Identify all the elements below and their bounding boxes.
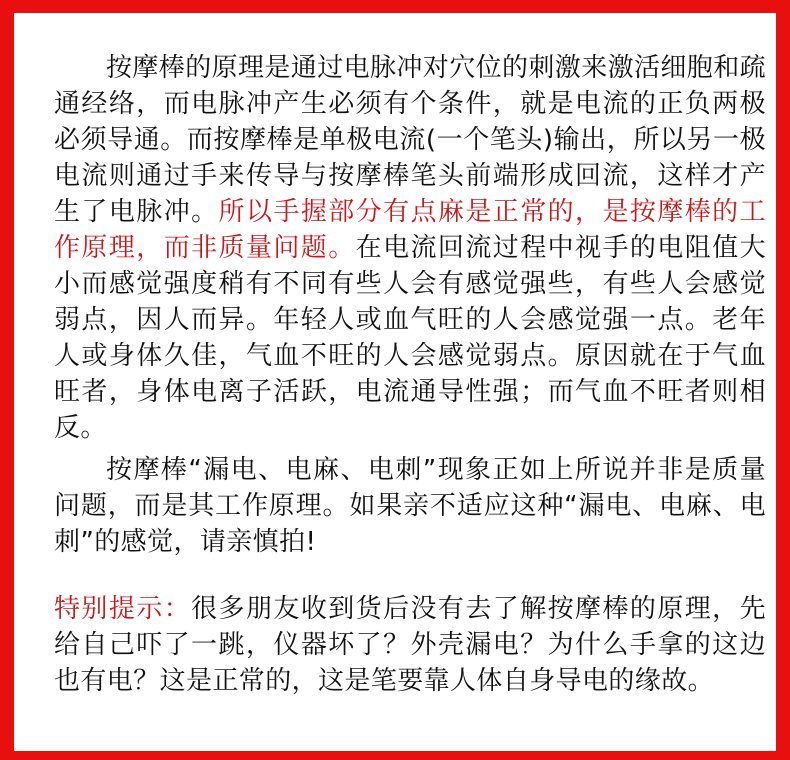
highlight-text: 所以手握部分有点麻是正常的，是按摩棒的工作原理，而非质量问题。 — [54, 197, 766, 263]
principle-paragraph — [54, 50, 766, 446]
tip-text: 很多朋友收到货后没有去了解按摩棒的原理，先给自己吓了一跳，仪器坏了？外壳漏电？为什么手拿的这边也有电？这是正常的，这是笔要靠人体自身导电的缘故。 — [54, 594, 766, 696]
tip-label: 特别提示： — [54, 594, 192, 624]
leakage-paragraph — [54, 452, 766, 560]
notice-content — [54, 50, 766, 699]
leakage-text: 按摩棒“漏电、电麻、电刺”现象正如上所说并非是质量问题，而是其工作原理。如果亲不适应这种“漏电、电麻、电刺”的感觉，请亲慎拍! — [54, 455, 766, 557]
special-tip-paragraph — [54, 591, 766, 699]
principle-text: 按摩棒的原理是通过电脉冲对穴位的刺激来激活细胞和疏通经络，而电脉冲产生必须有个条件，就是电流的正负两极必须导通。而按摩棒是单极电流(一个笔头)输出，所以另一极电流则通过手来传导与按摩棒笔头前端形成回流，这样才产生了电脉冲。 — [54, 53, 767, 227]
principle-text-continued: 在电流回流过程中视手的电阻值大小而感觉强度稍有不同有些人会有感觉强些，有些人会感觉弱点，因人而异。年轻人或血气旺的人会感觉强一点。老年人或身体久佳，气血不旺的人会感觉弱点。原因就在于气血旺者，身体电离子活跃，电流通导性强；而气血不旺者则相反。 — [54, 233, 766, 443]
